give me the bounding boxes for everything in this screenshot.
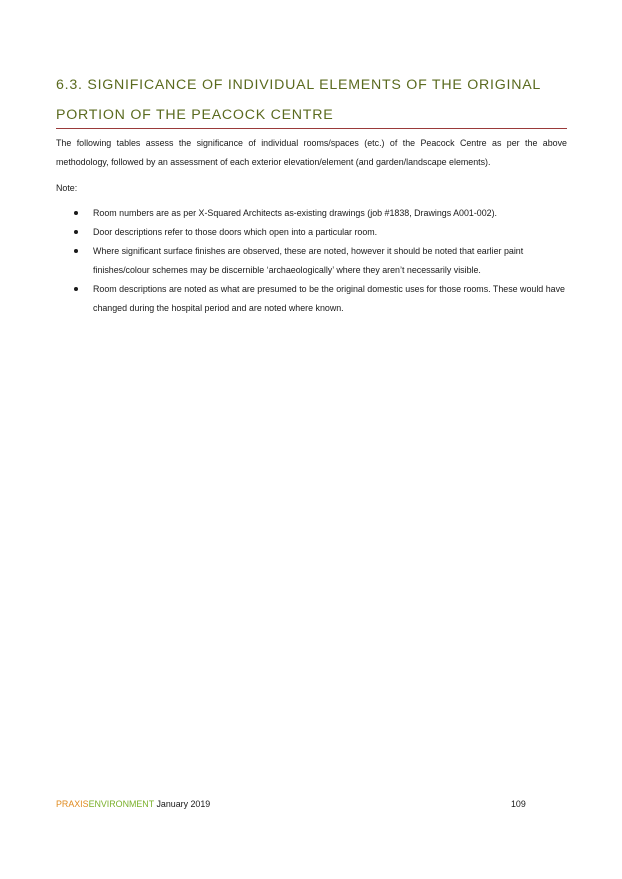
list-item-text: Door descriptions refer to those doors which open into a particular room. xyxy=(93,227,378,237)
bullet-icon xyxy=(74,287,78,291)
footer-brand-environment: ENVIRONMENT xyxy=(88,799,154,809)
bullet-icon xyxy=(74,211,78,215)
footer-date: January 2019 xyxy=(153,799,211,809)
list-item-text: Room descriptions are noted as what are presumed to be the original domestic uses for those rooms. These would have changed during the hospital period and are noted where known. xyxy=(93,284,565,313)
notes-list xyxy=(56,204,567,318)
bullet-icon xyxy=(74,230,78,234)
footer-brand-date xyxy=(56,797,210,811)
list-item xyxy=(56,242,567,280)
list-item-text: Room numbers are as per X-Squared Architects as-existing drawings (job #1838, Drawings A001-002). xyxy=(93,208,498,218)
note-label: Note: xyxy=(56,183,78,193)
list-item-text: Where significant surface finishes are observed, these are noted, however it should be noted that earlier paint finishes/colour schemes may be discernible ‘archaeologically’ where they aren’t necessarily visible. xyxy=(93,246,524,275)
intro-paragraph: The following tables assess the significance of individual rooms/spaces (etc.) of the Peacock Centre as per the above methodology, followed by an assessment of each exterior elevation/element (and garden/landscape elements). xyxy=(56,138,567,167)
footer-brand-praxis: PRAXIS xyxy=(56,799,89,809)
section-heading: 6.3. SIGNIFICANCE OF INDIVIDUAL ELEMENTS OF THE ORIGINAL PORTION OF THE PEACOCK CENTRE xyxy=(56,77,541,123)
bullet-icon xyxy=(74,249,78,253)
list-item xyxy=(56,280,567,318)
page-number: 109 xyxy=(511,799,526,809)
heading-divider xyxy=(56,128,567,129)
list-item xyxy=(56,223,567,242)
list-item xyxy=(56,204,567,223)
